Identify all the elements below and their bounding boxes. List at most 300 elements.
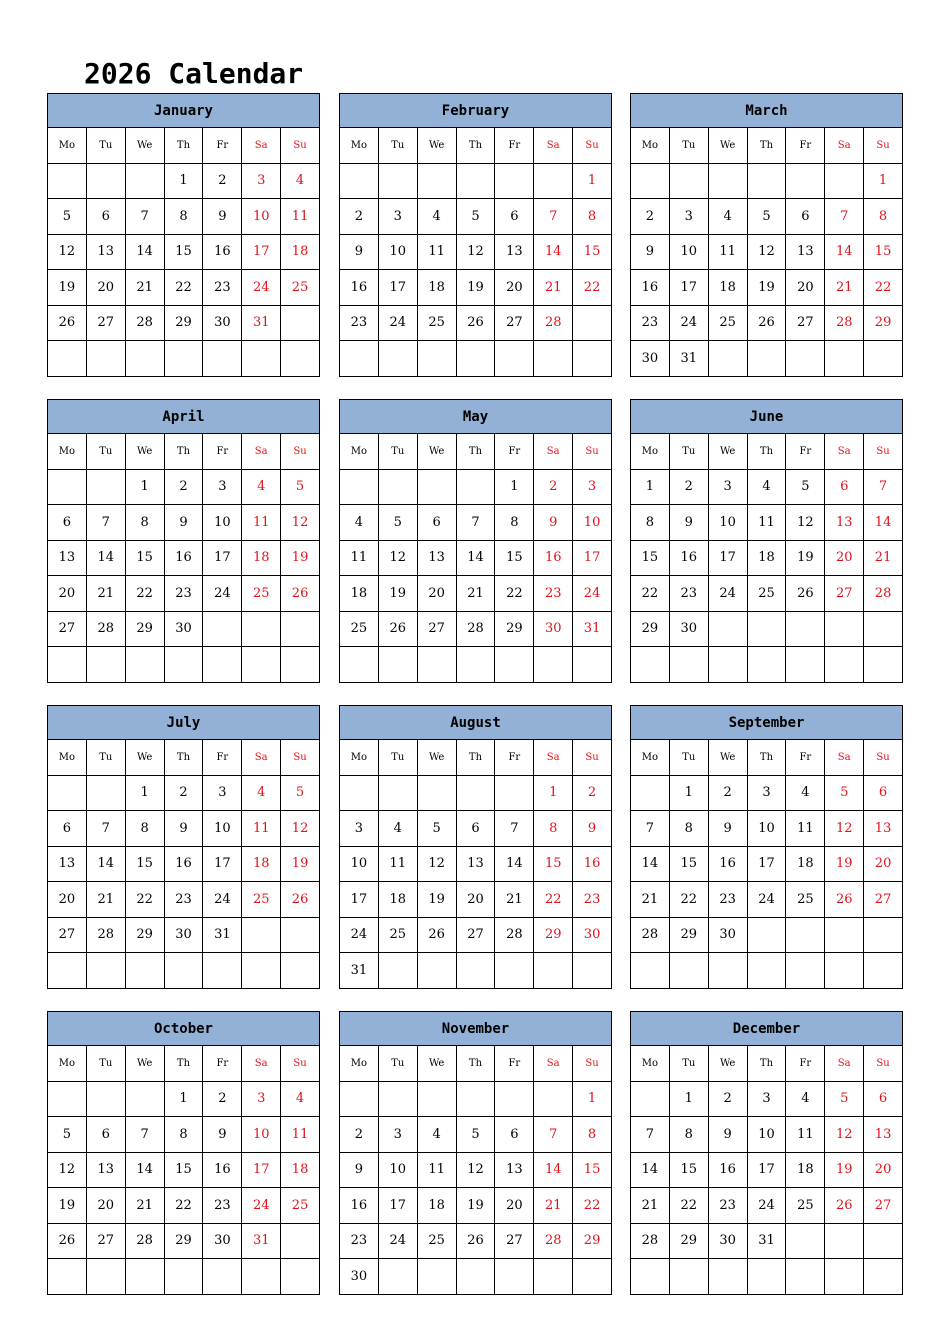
day-cell: 20	[457, 882, 496, 918]
day-cell: 31	[340, 953, 379, 989]
day-cell: 30	[165, 612, 204, 648]
empty-cell	[418, 953, 457, 989]
weekday-label: We	[126, 434, 165, 470]
day-cell: 7	[87, 505, 126, 541]
day-cell: 10	[340, 847, 379, 883]
weekday-label: Sa	[534, 434, 573, 470]
day-cell: 9	[165, 505, 204, 541]
empty-cell	[340, 164, 379, 200]
month-name: July	[47, 705, 320, 740]
day-cell: 11	[786, 1117, 825, 1153]
day-cell: 23	[340, 306, 379, 342]
day-cell: 6	[48, 505, 87, 541]
day-cell: 12	[48, 235, 87, 271]
day-cell: 17	[709, 541, 748, 577]
empty-cell	[48, 776, 87, 812]
empty-cell	[748, 164, 787, 200]
empty-cell	[126, 647, 165, 683]
empty-cell	[457, 341, 496, 377]
weekday-label: Mo	[631, 1046, 670, 1082]
day-cell: 5	[48, 1117, 87, 1153]
day-cell: 22	[631, 576, 670, 612]
day-cell: 18	[379, 882, 418, 918]
weekday-label: Fr	[203, 740, 242, 776]
day-cell: 15	[670, 847, 709, 883]
day-cell: 13	[786, 235, 825, 271]
month-february	[339, 93, 612, 377]
empty-cell	[242, 953, 281, 989]
empty-cell	[786, 647, 825, 683]
month-grid	[47, 434, 320, 683]
month-name: August	[339, 705, 612, 740]
day-cell: 12	[418, 847, 457, 883]
empty-cell	[340, 647, 379, 683]
day-cell: 1	[165, 164, 204, 200]
day-cell: 1	[495, 470, 534, 506]
day-cell: 3	[203, 470, 242, 506]
day-cell: 3	[242, 164, 281, 200]
weekday-label: Mo	[631, 434, 670, 470]
empty-cell	[165, 1259, 204, 1295]
day-cell: 16	[709, 1153, 748, 1189]
weekday-label: Mo	[340, 1046, 379, 1082]
empty-cell	[457, 164, 496, 200]
empty-cell	[379, 470, 418, 506]
day-cell: 15	[631, 541, 670, 577]
day-cell: 30	[165, 918, 204, 954]
day-cell: 27	[864, 882, 903, 918]
weekday-label: Th	[165, 740, 204, 776]
month-october	[47, 1011, 320, 1295]
day-cell: 17	[242, 235, 281, 271]
page-title: 2026 Calendar	[84, 57, 304, 90]
empty-cell	[786, 1224, 825, 1260]
weekday-label: Su	[864, 1046, 903, 1082]
weekday-label: Tu	[379, 434, 418, 470]
empty-cell	[534, 1259, 573, 1295]
day-cell: 27	[864, 1188, 903, 1224]
weekday-label: Fr	[786, 740, 825, 776]
weekday-label: Tu	[670, 128, 709, 164]
day-cell: 19	[457, 270, 496, 306]
empty-cell	[242, 1259, 281, 1295]
day-cell: 20	[87, 1188, 126, 1224]
day-cell: 7	[825, 199, 864, 235]
day-cell: 4	[281, 1082, 320, 1118]
weekday-label: We	[709, 1046, 748, 1082]
empty-cell	[825, 1224, 864, 1260]
empty-cell	[126, 341, 165, 377]
day-cell: 8	[670, 1117, 709, 1153]
day-cell: 9	[631, 235, 670, 271]
weekday-label: Fr	[786, 434, 825, 470]
day-cell: 18	[242, 541, 281, 577]
empty-cell	[281, 341, 320, 377]
day-cell: 3	[670, 199, 709, 235]
day-cell: 13	[87, 1153, 126, 1189]
empty-cell	[748, 341, 787, 377]
weekday-label: We	[418, 740, 457, 776]
day-cell: 24	[242, 270, 281, 306]
empty-cell	[126, 953, 165, 989]
day-cell: 29	[670, 918, 709, 954]
empty-cell	[864, 612, 903, 648]
weekday-label: Th	[165, 128, 204, 164]
weekday-label: Mo	[340, 128, 379, 164]
day-cell: 13	[418, 541, 457, 577]
day-cell: 11	[418, 235, 457, 271]
empty-cell	[495, 341, 534, 377]
day-cell: 2	[203, 164, 242, 200]
empty-cell	[281, 1224, 320, 1260]
day-cell: 25	[748, 576, 787, 612]
empty-cell	[457, 953, 496, 989]
day-cell: 18	[281, 235, 320, 271]
month-grid	[339, 434, 612, 683]
month-name: February	[339, 93, 612, 128]
day-cell: 8	[126, 505, 165, 541]
day-cell: 15	[495, 541, 534, 577]
day-cell: 7	[87, 811, 126, 847]
empty-cell	[203, 647, 242, 683]
day-cell: 26	[457, 1224, 496, 1260]
weekday-label: Su	[573, 740, 612, 776]
empty-cell	[48, 470, 87, 506]
day-cell: 28	[631, 918, 670, 954]
month-june	[630, 399, 903, 683]
day-cell: 26	[748, 306, 787, 342]
empty-cell	[48, 1082, 87, 1118]
day-cell: 23	[203, 270, 242, 306]
empty-cell	[631, 1082, 670, 1118]
day-cell: 24	[573, 576, 612, 612]
day-cell: 21	[87, 576, 126, 612]
day-cell: 29	[573, 1224, 612, 1260]
day-cell: 19	[457, 1188, 496, 1224]
empty-cell	[495, 1259, 534, 1295]
empty-cell	[48, 1259, 87, 1295]
empty-cell	[281, 918, 320, 954]
weekday-label: Th	[457, 740, 496, 776]
day-cell: 11	[340, 541, 379, 577]
empty-cell	[748, 612, 787, 648]
day-cell: 22	[864, 270, 903, 306]
empty-cell	[534, 647, 573, 683]
weekday-label: Sa	[825, 740, 864, 776]
month-name: December	[630, 1011, 903, 1046]
day-cell: 10	[242, 1117, 281, 1153]
day-cell: 21	[534, 270, 573, 306]
day-cell: 2	[165, 776, 204, 812]
empty-cell	[165, 341, 204, 377]
day-cell: 27	[48, 612, 87, 648]
day-cell: 19	[281, 541, 320, 577]
day-cell: 6	[495, 1117, 534, 1153]
empty-cell	[573, 953, 612, 989]
weekday-label: Su	[281, 434, 320, 470]
weekday-label: Fr	[495, 1046, 534, 1082]
empty-cell	[631, 647, 670, 683]
weekday-label: Fr	[495, 434, 534, 470]
day-cell: 2	[534, 470, 573, 506]
weekday-label: Mo	[340, 740, 379, 776]
day-cell: 12	[748, 235, 787, 271]
empty-cell	[242, 341, 281, 377]
day-cell: 20	[786, 270, 825, 306]
day-cell: 24	[379, 306, 418, 342]
day-cell: 26	[825, 882, 864, 918]
empty-cell	[418, 647, 457, 683]
day-cell: 25	[340, 612, 379, 648]
weekday-label: We	[709, 128, 748, 164]
day-cell: 5	[748, 199, 787, 235]
day-cell: 10	[379, 1153, 418, 1189]
day-cell: 24	[242, 1188, 281, 1224]
month-grid	[339, 740, 612, 989]
empty-cell	[87, 470, 126, 506]
empty-cell	[786, 1259, 825, 1295]
weekday-label: Fr	[786, 1046, 825, 1082]
day-cell: 11	[379, 847, 418, 883]
weekday-label: Su	[864, 128, 903, 164]
day-cell: 3	[379, 199, 418, 235]
day-cell: 17	[748, 1153, 787, 1189]
day-cell: 2	[165, 470, 204, 506]
day-cell: 16	[340, 1188, 379, 1224]
empty-cell	[534, 164, 573, 200]
day-cell: 1	[165, 1082, 204, 1118]
day-cell: 16	[165, 541, 204, 577]
day-cell: 4	[748, 470, 787, 506]
day-cell: 1	[573, 164, 612, 200]
day-cell: 20	[825, 541, 864, 577]
empty-cell	[864, 1224, 903, 1260]
month-name: November	[339, 1011, 612, 1046]
day-cell: 11	[242, 505, 281, 541]
day-cell: 23	[165, 576, 204, 612]
empty-cell	[48, 164, 87, 200]
empty-cell	[748, 918, 787, 954]
empty-cell	[457, 776, 496, 812]
weekday-label: Sa	[242, 128, 281, 164]
empty-cell	[457, 1082, 496, 1118]
day-cell: 21	[864, 541, 903, 577]
day-cell: 23	[573, 882, 612, 918]
day-cell: 9	[165, 811, 204, 847]
empty-cell	[340, 1082, 379, 1118]
empty-cell	[379, 1259, 418, 1295]
weekday-label: Mo	[340, 434, 379, 470]
day-cell: 10	[379, 235, 418, 271]
weekday-label: Fr	[203, 1046, 242, 1082]
weekday-label: Fr	[786, 128, 825, 164]
weekday-label: Sa	[825, 128, 864, 164]
weekday-label: Tu	[87, 128, 126, 164]
empty-cell	[203, 953, 242, 989]
weekday-label: Mo	[631, 740, 670, 776]
day-cell: 1	[573, 1082, 612, 1118]
day-cell: 29	[126, 612, 165, 648]
day-cell: 12	[786, 505, 825, 541]
day-cell: 3	[203, 776, 242, 812]
day-cell: 5	[48, 199, 87, 235]
day-cell: 15	[670, 1153, 709, 1189]
empty-cell	[748, 647, 787, 683]
day-cell: 19	[379, 576, 418, 612]
day-cell: 23	[709, 882, 748, 918]
day-cell: 28	[495, 918, 534, 954]
day-cell: 5	[281, 776, 320, 812]
day-cell: 10	[573, 505, 612, 541]
weekday-label: We	[418, 128, 457, 164]
empty-cell	[418, 164, 457, 200]
day-cell: 14	[825, 235, 864, 271]
empty-cell	[786, 953, 825, 989]
day-cell: 27	[418, 612, 457, 648]
day-cell: 1	[126, 470, 165, 506]
month-august	[339, 705, 612, 989]
day-cell: 14	[126, 235, 165, 271]
day-cell: 31	[573, 612, 612, 648]
day-cell: 2	[203, 1082, 242, 1118]
empty-cell	[864, 1259, 903, 1295]
day-cell: 1	[534, 776, 573, 812]
empty-cell	[573, 306, 612, 342]
weekday-label: Sa	[242, 1046, 281, 1082]
day-cell: 11	[418, 1153, 457, 1189]
day-cell: 8	[864, 199, 903, 235]
day-cell: 9	[340, 1153, 379, 1189]
day-cell: 14	[864, 505, 903, 541]
day-cell: 6	[48, 811, 87, 847]
day-cell: 2	[340, 199, 379, 235]
empty-cell	[631, 776, 670, 812]
month-name: March	[630, 93, 903, 128]
month-may	[339, 399, 612, 683]
day-cell: 6	[864, 1082, 903, 1118]
empty-cell	[786, 341, 825, 377]
weekday-label: Tu	[670, 434, 709, 470]
day-cell: 26	[379, 612, 418, 648]
day-cell: 21	[534, 1188, 573, 1224]
day-cell: 28	[825, 306, 864, 342]
day-cell: 6	[87, 1117, 126, 1153]
day-cell: 1	[631, 470, 670, 506]
day-cell: 20	[495, 1188, 534, 1224]
day-cell: 8	[534, 811, 573, 847]
day-cell: 11	[281, 1117, 320, 1153]
day-cell: 6	[418, 505, 457, 541]
empty-cell	[864, 647, 903, 683]
day-cell: 17	[379, 1188, 418, 1224]
day-cell: 4	[379, 811, 418, 847]
day-cell: 19	[48, 1188, 87, 1224]
day-cell: 26	[457, 306, 496, 342]
empty-cell	[534, 1082, 573, 1118]
empty-cell	[825, 341, 864, 377]
day-cell: 13	[48, 541, 87, 577]
weekday-label: Tu	[87, 740, 126, 776]
day-cell: 27	[87, 306, 126, 342]
day-cell: 4	[786, 776, 825, 812]
day-cell: 22	[573, 270, 612, 306]
weekday-label: Mo	[48, 434, 87, 470]
day-cell: 20	[495, 270, 534, 306]
weekday-label: Sa	[534, 740, 573, 776]
empty-cell	[87, 1259, 126, 1295]
day-cell: 12	[281, 811, 320, 847]
day-cell: 31	[242, 1224, 281, 1260]
day-cell: 11	[281, 199, 320, 235]
day-cell: 5	[457, 1117, 496, 1153]
day-cell: 5	[418, 811, 457, 847]
month-grid	[339, 128, 612, 377]
month-grid	[47, 1046, 320, 1295]
weekday-label: Sa	[242, 434, 281, 470]
month-name: April	[47, 399, 320, 434]
day-cell: 29	[165, 1224, 204, 1260]
month-name: October	[47, 1011, 320, 1046]
day-cell: 3	[748, 1082, 787, 1118]
day-cell: 24	[340, 918, 379, 954]
day-cell: 15	[165, 235, 204, 271]
weekday-label: Tu	[379, 128, 418, 164]
day-cell: 16	[573, 847, 612, 883]
empty-cell	[864, 341, 903, 377]
day-cell: 29	[670, 1224, 709, 1260]
empty-cell	[709, 953, 748, 989]
day-cell: 7	[126, 1117, 165, 1153]
day-cell: 10	[748, 811, 787, 847]
month-grid	[630, 434, 903, 683]
weekday-label: Tu	[379, 740, 418, 776]
weekday-label: Su	[573, 1046, 612, 1082]
day-cell: 15	[126, 541, 165, 577]
day-cell: 26	[825, 1188, 864, 1224]
day-cell: 6	[87, 199, 126, 235]
weekday-label: Th	[748, 434, 787, 470]
weekday-label: Su	[281, 1046, 320, 1082]
day-cell: 19	[786, 541, 825, 577]
day-cell: 2	[631, 199, 670, 235]
day-cell: 6	[786, 199, 825, 235]
day-cell: 6	[825, 470, 864, 506]
weekday-label: We	[709, 434, 748, 470]
day-cell: 24	[379, 1224, 418, 1260]
day-cell: 5	[379, 505, 418, 541]
day-cell: 3	[748, 776, 787, 812]
day-cell: 18	[786, 1153, 825, 1189]
empty-cell	[670, 953, 709, 989]
empty-cell	[242, 918, 281, 954]
day-cell: 23	[631, 306, 670, 342]
day-cell: 16	[670, 541, 709, 577]
day-cell: 4	[281, 164, 320, 200]
day-cell: 13	[457, 847, 496, 883]
empty-cell	[418, 1082, 457, 1118]
empty-cell	[825, 918, 864, 954]
month-september	[630, 705, 903, 989]
weekday-label: Tu	[670, 1046, 709, 1082]
day-cell: 3	[242, 1082, 281, 1118]
weekday-label: Su	[864, 740, 903, 776]
weekday-label: Sa	[242, 740, 281, 776]
day-cell: 23	[670, 576, 709, 612]
empty-cell	[709, 164, 748, 200]
day-cell: 2	[670, 470, 709, 506]
day-cell: 27	[495, 1224, 534, 1260]
day-cell: 7	[534, 1117, 573, 1153]
